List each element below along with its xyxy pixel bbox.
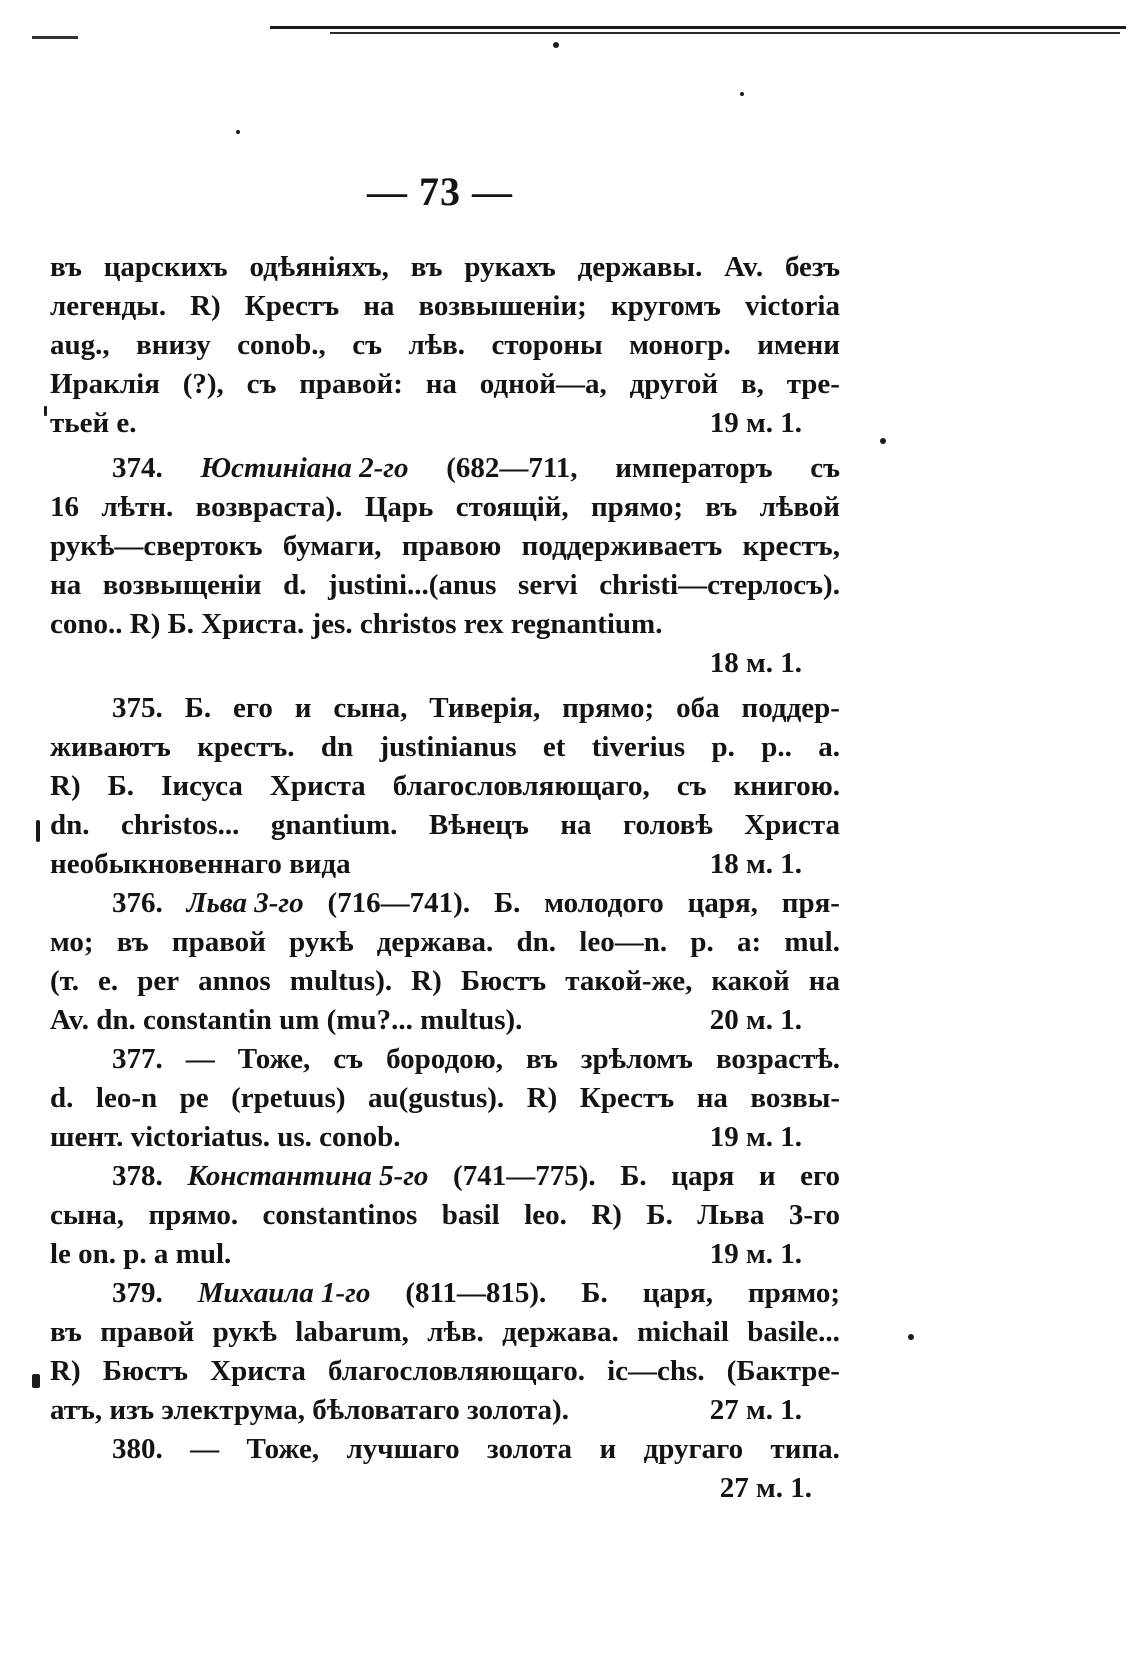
- text-line: [50, 1430, 840, 1469]
- word: au(gustus).: [368, 1082, 505, 1114]
- word: Царь: [364, 491, 434, 523]
- measurement: 27 м. 1.: [709, 1394, 802, 1426]
- word: Ираклія: [50, 368, 160, 400]
- word: внизу: [136, 329, 211, 361]
- word: держава.: [376, 926, 494, 958]
- word: на: [808, 965, 840, 997]
- text-line: [50, 365, 840, 404]
- text-line: [50, 1235, 840, 1274]
- word: оба: [676, 692, 720, 724]
- italic-name: Льва 3-го: [186, 887, 304, 919]
- text-line: [50, 1196, 840, 1235]
- word: съ: [676, 770, 707, 802]
- scan-speck: [32, 1374, 40, 1388]
- word: Б.: [581, 1277, 608, 1309]
- text-line: [50, 1040, 840, 1079]
- scan-speck: [44, 406, 47, 416]
- word: зрѣломъ: [580, 1043, 693, 1075]
- word: Б.: [184, 692, 212, 724]
- word: держава.: [502, 1316, 619, 1348]
- word: бородою,: [386, 1043, 504, 1075]
- word: съ: [333, 1043, 364, 1075]
- word: крестъ,: [742, 530, 840, 562]
- word: царскихъ: [103, 251, 228, 283]
- word: (741—775).: [453, 1160, 596, 1192]
- word: одной—а,: [479, 368, 607, 400]
- text-line: [50, 1313, 840, 1352]
- text-line: [50, 605, 840, 644]
- word: возвраста).: [195, 491, 343, 523]
- word: 16: [50, 491, 79, 523]
- word: правой: [100, 1316, 195, 1348]
- word: 380.: [112, 1433, 163, 1465]
- word: annos: [198, 965, 271, 997]
- word: и: [599, 1433, 617, 1465]
- word: 379.: [112, 1277, 163, 1309]
- word: 3-го: [788, 1199, 840, 1231]
- word: прямо;: [562, 692, 655, 724]
- word: (811—815).: [405, 1277, 547, 1309]
- word: стоящій,: [455, 491, 569, 523]
- word: лѣвой: [759, 491, 840, 523]
- word: благословляющаго.: [328, 1355, 586, 1387]
- word: на: [363, 290, 395, 322]
- word: царя: [671, 1160, 735, 1192]
- word: dn.: [516, 926, 557, 958]
- word: Тоже,: [246, 1433, 320, 1465]
- text-line: [50, 845, 840, 884]
- word: и: [758, 1160, 776, 1192]
- line-text: тьей е.: [50, 407, 137, 439]
- word: въ: [705, 491, 738, 523]
- line-text: le on. p. a mul.: [50, 1238, 232, 1270]
- word: basile...: [747, 1316, 840, 1348]
- word: Крестъ: [244, 290, 340, 322]
- word: Христа: [269, 770, 366, 802]
- text-line: [50, 1274, 840, 1313]
- word: [187, 884, 304, 923]
- word: (Бактре-: [726, 1355, 840, 1387]
- word: d.: [283, 569, 307, 601]
- word: державы.: [577, 251, 703, 283]
- word: Бюстъ: [102, 1355, 189, 1387]
- word: justini...(anus: [328, 569, 497, 601]
- word: сына,: [333, 692, 408, 724]
- word: Б.: [493, 887, 521, 919]
- word: Бюстъ: [460, 965, 547, 997]
- word: такой-же,: [565, 965, 693, 997]
- word: multus).: [289, 965, 393, 997]
- word: книгою.: [733, 770, 840, 802]
- line-text: необыкновеннаго вида: [50, 848, 351, 880]
- word: лучшаго: [346, 1433, 460, 1465]
- word: сына,: [50, 1199, 124, 1231]
- word: его: [800, 1160, 840, 1192]
- top-rule: [270, 26, 1126, 32]
- text-line: [50, 962, 840, 1001]
- word: Б.: [620, 1160, 647, 1192]
- word: victoria: [744, 290, 840, 322]
- word: въ: [50, 251, 82, 283]
- word: возвы-: [750, 1082, 840, 1114]
- word: R): [591, 1199, 622, 1231]
- measurement: 27 м. 1.: [719, 1472, 812, 1504]
- word: Христа: [744, 809, 840, 841]
- word: одѣяніяхъ,: [249, 251, 389, 283]
- text-line: [50, 326, 840, 365]
- word: Вѣнецъ: [428, 809, 529, 841]
- word: (716—741).: [327, 887, 471, 919]
- word: basil: [441, 1199, 500, 1231]
- word: рукѣ: [289, 926, 354, 958]
- word: conob.,: [237, 329, 326, 361]
- word: съ: [352, 329, 382, 361]
- word: на: [425, 368, 457, 400]
- word: tiverius: [591, 731, 686, 763]
- text-line: [50, 488, 840, 527]
- word: 376.: [112, 887, 163, 919]
- scan-speck: [908, 1334, 914, 1340]
- text-line: [50, 248, 840, 287]
- word: прямо.: [148, 1199, 239, 1231]
- word: на: [50, 569, 82, 601]
- word: R): [526, 1082, 558, 1114]
- text-line: [50, 1001, 840, 1040]
- text-line: [50, 1157, 840, 1196]
- word: имени: [757, 329, 840, 361]
- word: моногр.: [629, 329, 731, 361]
- word: R): [411, 965, 442, 997]
- text-line: [50, 728, 840, 767]
- scan-speck: [880, 438, 886, 444]
- word: (т.: [50, 965, 79, 997]
- word: рукѣ: [212, 1316, 277, 1348]
- word: съ: [810, 452, 840, 484]
- italic-name: Константина 5-го: [187, 1160, 429, 1192]
- word: какой: [711, 965, 790, 997]
- word: въ: [410, 251, 443, 283]
- word: молодого: [544, 887, 664, 919]
- text-line: [50, 1352, 840, 1391]
- word: легенды.: [50, 290, 167, 322]
- word: justinianus: [379, 731, 517, 763]
- word: dn: [320, 731, 354, 763]
- word: лѣв.: [408, 329, 466, 361]
- word: царя,: [642, 1277, 713, 1309]
- word: е.: [98, 965, 119, 997]
- text-line: [50, 1469, 840, 1508]
- word: dn.: [50, 809, 90, 841]
- word: Крестъ: [579, 1082, 675, 1114]
- measurement: 19 м. 1.: [709, 1238, 802, 1270]
- word: прямо;: [747, 1277, 840, 1309]
- word: leo.: [524, 1199, 567, 1231]
- word: благословляющаго,: [392, 770, 650, 802]
- word: другой: [629, 368, 719, 400]
- word: крестъ.: [197, 731, 295, 763]
- word: 377.: [112, 1043, 163, 1075]
- word: ic—chs.: [607, 1355, 705, 1387]
- word: servi: [518, 569, 578, 601]
- word: Av.: [724, 251, 764, 283]
- text-line: [50, 527, 840, 566]
- word: прямо;: [590, 491, 684, 523]
- word: бумаги,: [282, 530, 382, 562]
- word: лѣтн.: [101, 491, 174, 523]
- text-line: [50, 566, 840, 605]
- word: —: [185, 1043, 215, 1075]
- word: Б.: [107, 770, 135, 802]
- word: R): [50, 1355, 81, 1387]
- word: живаютъ: [50, 731, 171, 763]
- word: pe: [179, 1082, 209, 1114]
- text-line: [50, 923, 840, 962]
- word: 374.: [112, 452, 163, 484]
- word: на: [696, 1082, 728, 1114]
- text-line: [50, 644, 840, 683]
- text-line: [50, 449, 840, 488]
- word: правой: [171, 926, 266, 958]
- italic-name: Юстиніана 2-го: [200, 452, 409, 484]
- word: a.: [818, 731, 840, 763]
- word: лѣв.: [427, 1316, 484, 1348]
- measurement: 18 м. 1.: [709, 848, 802, 880]
- word: p.: [711, 731, 735, 763]
- text-body: [50, 248, 840, 1508]
- word: возвышеніи;: [418, 290, 587, 322]
- word: поддер-: [741, 692, 840, 724]
- word: Тоже,: [237, 1043, 311, 1075]
- word: въ: [116, 926, 149, 958]
- word: императоръ: [615, 452, 773, 484]
- word: Тиверія,: [429, 692, 541, 724]
- word: съ: [246, 368, 277, 400]
- text-line: [50, 806, 840, 845]
- word: пря-: [781, 887, 840, 919]
- line-text: Av. dn. constantin um (mu?... multus).: [50, 1004, 523, 1036]
- word: (?),: [182, 368, 224, 400]
- word: leo—n.: [579, 926, 668, 958]
- word: labarum,: [295, 1316, 409, 1348]
- text-line: [50, 404, 840, 443]
- word: другаго: [643, 1433, 744, 1465]
- word: R): [50, 770, 81, 802]
- word: gnantium.: [270, 809, 398, 841]
- word: (682—711,: [446, 452, 578, 484]
- measurement: 19 м. 1.: [709, 407, 802, 439]
- word: christi—стерлосъ).: [599, 569, 840, 601]
- text-line: [50, 767, 840, 806]
- word: въ: [526, 1043, 558, 1075]
- word: въ: [50, 1316, 82, 1348]
- word: [200, 449, 408, 488]
- word: constantinos: [262, 1199, 418, 1231]
- word: золота: [486, 1433, 573, 1465]
- word: michail: [637, 1316, 729, 1348]
- word: et: [542, 731, 566, 763]
- word: 378.: [112, 1160, 163, 1192]
- word: царя,: [687, 887, 758, 919]
- line-text: cono.. R) Б. Христа. jes. christos rex regnantium.: [50, 608, 663, 640]
- measurement: 18 м. 1.: [709, 647, 802, 679]
- word: в,: [740, 368, 764, 400]
- word: aug.,: [50, 329, 110, 361]
- word: тре-: [786, 368, 840, 400]
- word: и: [294, 692, 312, 724]
- scan-speck: [740, 92, 744, 96]
- text-line: [50, 1391, 840, 1430]
- word: per: [137, 965, 180, 997]
- word: головѣ: [623, 809, 713, 841]
- scan-speck: [236, 130, 240, 134]
- word: возрастѣ.: [715, 1043, 840, 1075]
- word: a:: [736, 926, 762, 958]
- word: типа.: [770, 1433, 840, 1465]
- word: p.: [690, 926, 714, 958]
- word: безъ: [784, 251, 840, 283]
- word: Б.: [646, 1199, 673, 1231]
- word: p..: [761, 731, 792, 763]
- word: рукахъ: [464, 251, 556, 283]
- word: [198, 1274, 371, 1313]
- word: рукѣ—свертокъ: [50, 530, 263, 562]
- scan-speck: [553, 42, 559, 48]
- measurement: 19 м. 1.: [709, 1121, 802, 1153]
- word: поддерживаетъ: [521, 530, 723, 562]
- scan-speck: [36, 820, 40, 842]
- word: christos...: [121, 809, 240, 841]
- scan-mark: [32, 36, 78, 39]
- italic-name: Михаила 1-го: [197, 1277, 371, 1309]
- text-line: [50, 1118, 840, 1157]
- word: возвыщеніи: [102, 569, 262, 601]
- word: leo-n: [95, 1082, 158, 1114]
- word: mul.: [784, 926, 840, 958]
- word: его: [233, 692, 273, 724]
- word: Льва: [697, 1199, 765, 1231]
- line-text: шент. victoriatus. us. conob.: [50, 1121, 401, 1153]
- text-line: [50, 884, 840, 923]
- word: стороны: [491, 329, 603, 361]
- word: правой:: [299, 368, 403, 400]
- word: R): [190, 290, 221, 322]
- word: Іисуса: [161, 770, 243, 802]
- word: d.: [50, 1082, 74, 1114]
- word: Христа: [210, 1355, 306, 1387]
- word: на: [560, 809, 592, 841]
- word: [187, 1157, 428, 1196]
- text-line: [50, 689, 840, 728]
- line-text: атъ, изъ электрума, бѣловатаго золота).: [50, 1394, 569, 1426]
- text-line: [50, 287, 840, 326]
- word: —: [190, 1433, 220, 1465]
- word: правою: [401, 530, 502, 562]
- word: 375.: [112, 692, 163, 724]
- word: (rpetuus): [231, 1082, 346, 1114]
- page-number: — 73 —: [367, 169, 513, 214]
- text-line: [50, 1079, 840, 1118]
- word: кругомъ: [610, 290, 721, 322]
- word: мо;: [50, 926, 94, 958]
- measurement: 20 м. 1.: [709, 1004, 802, 1036]
